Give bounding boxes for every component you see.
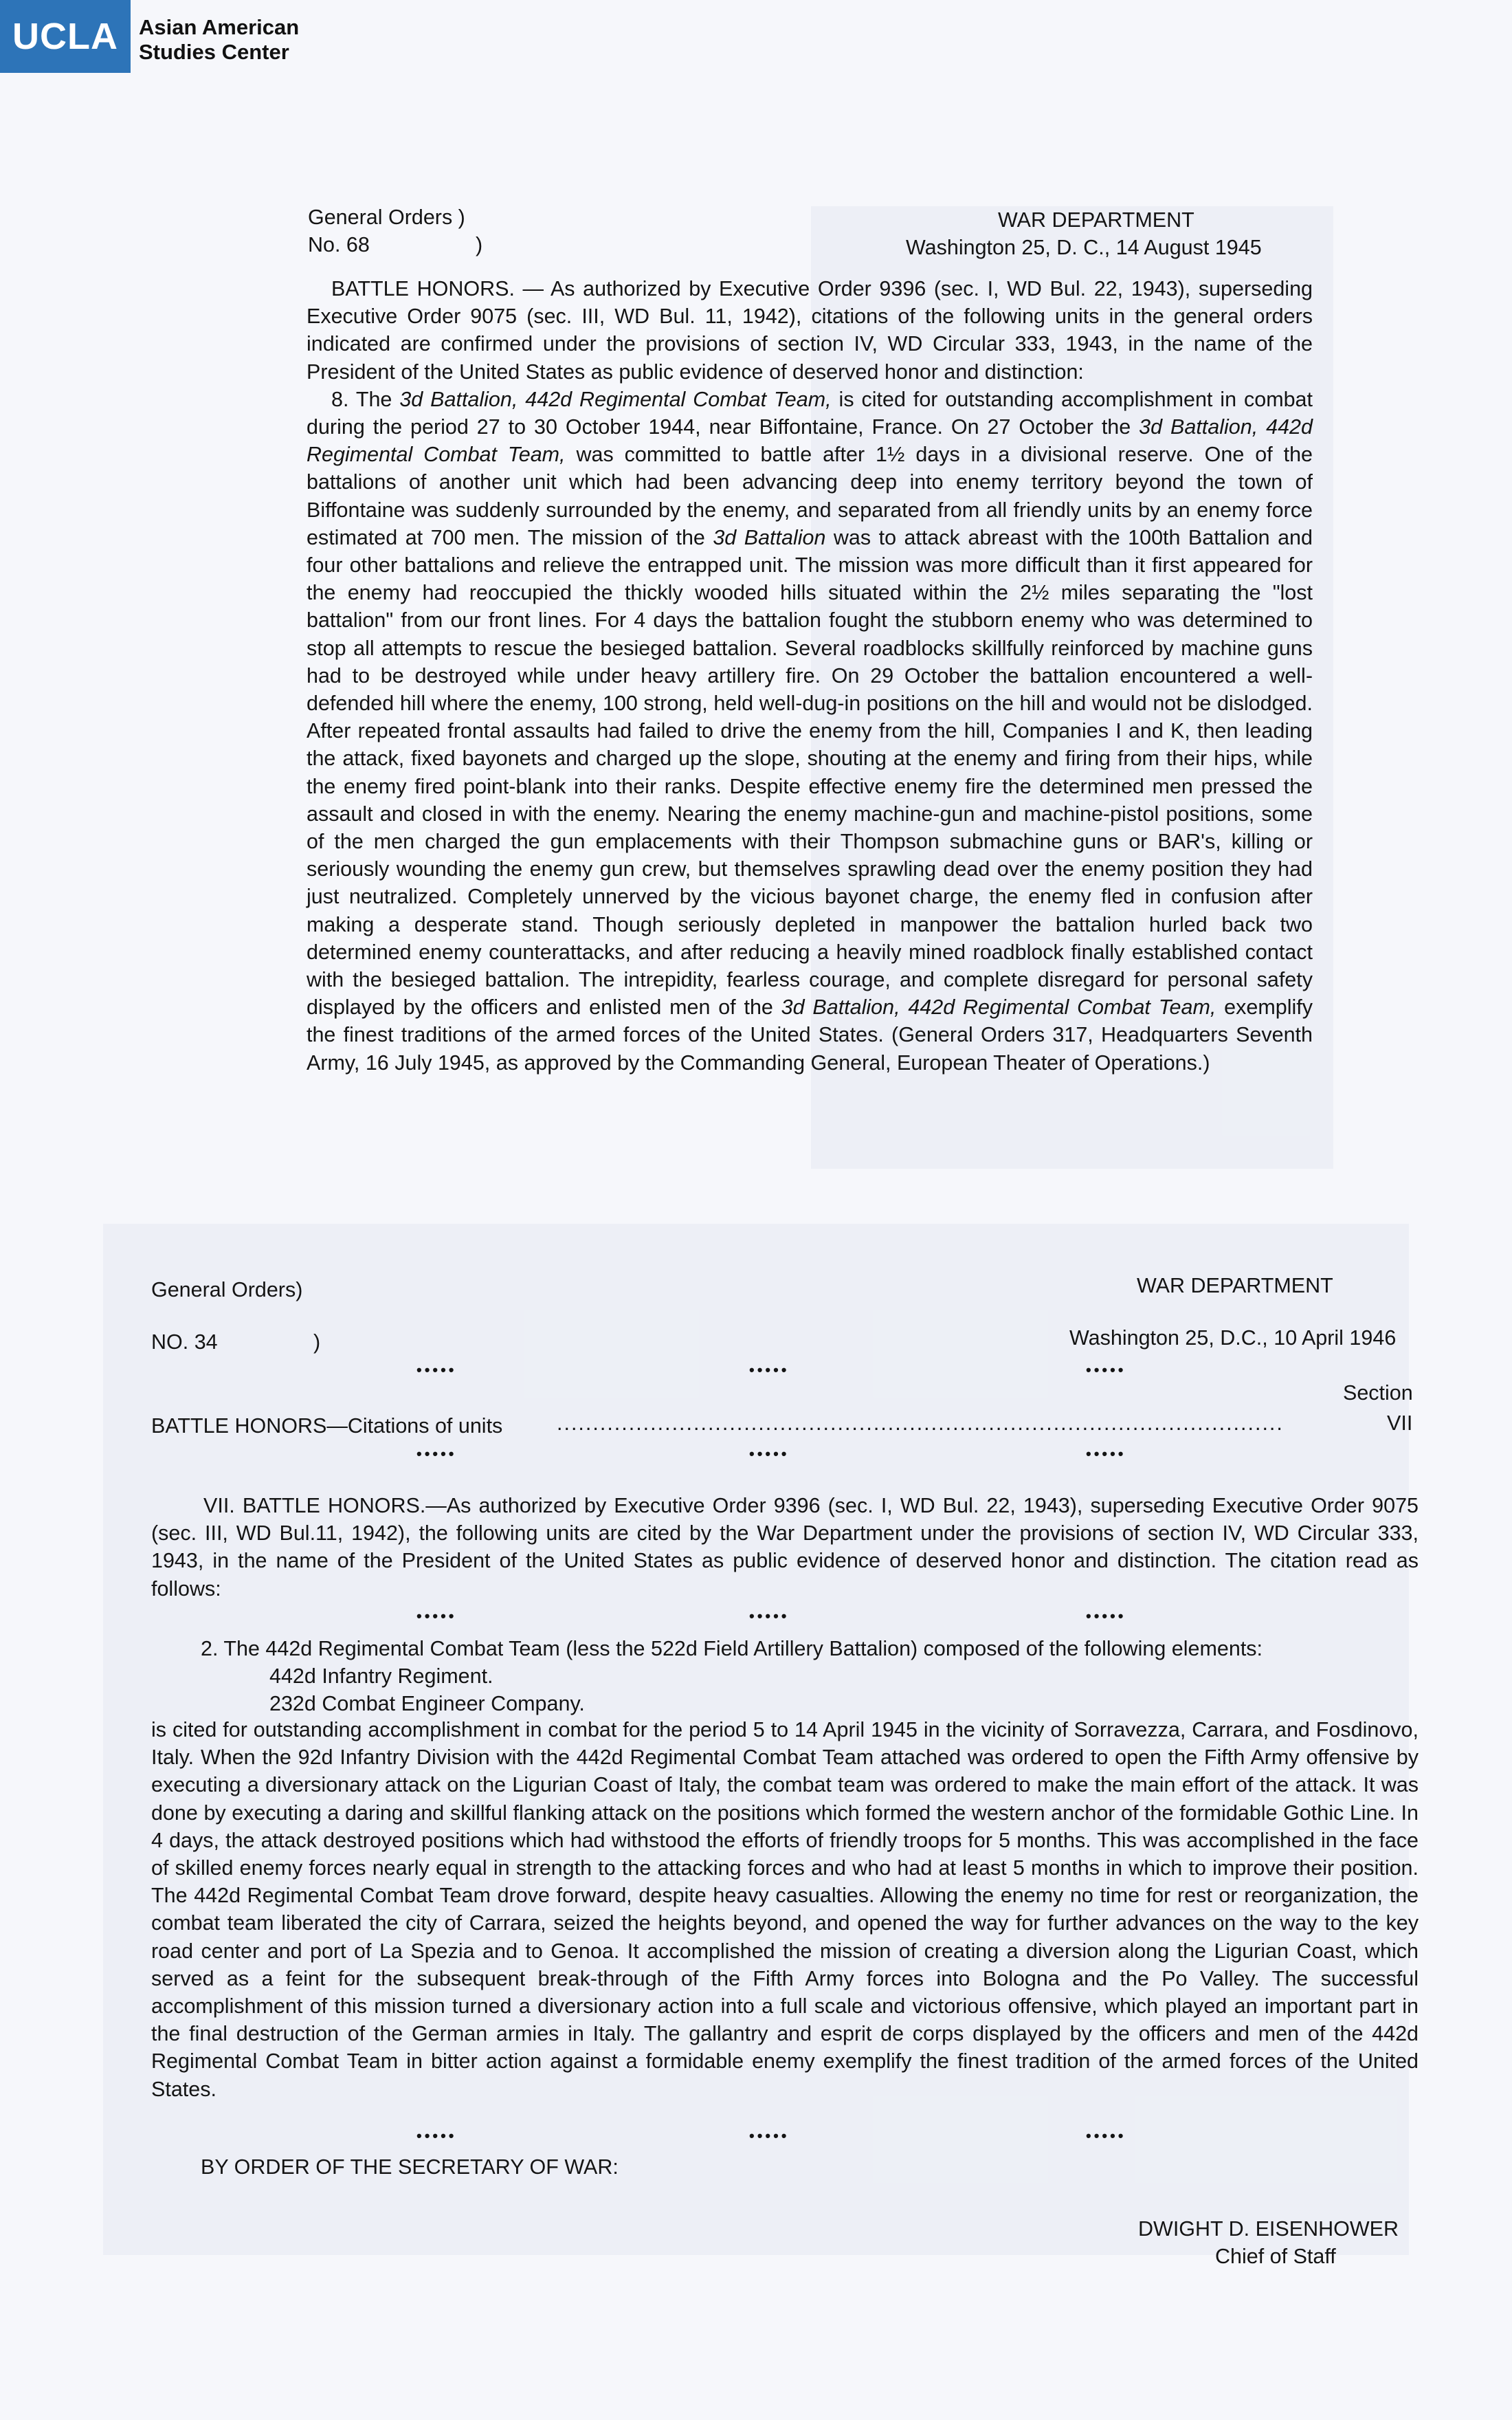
- separator-stars: •••••: [1086, 2127, 1126, 2144]
- separator-stars: •••••: [749, 1607, 790, 1625]
- order1-intro: BATTLE HONORS. — As authorized by Executive Order 9396 (sec. I, WD Bul. 22, 1943), superseding Executive Order 9075 (sec. III, WD Bul. 11, 1942), citations of the following units in the general orders indicated are confirmed under the provisions of section IV, WD Circular 333, 1943, in the name of the President of the United States as public evidence of deserved honor and distinction:: [307, 277, 1313, 384]
- separator-stars: •••••: [749, 2127, 790, 2144]
- toc-label: BATTLE HONORS—Citations of units: [151, 1414, 503, 1438]
- order1-number: No. 68: [308, 233, 370, 256]
- separator-stars: •••••: [416, 2127, 457, 2144]
- order1-citation-d: exemplify the finest traditions of the armed forces of the United States. (General Orders 317, Headquarters Seventh Army, 16 July 1945, as approved by the Commanding General, European Theater of Operations.): [307, 996, 1313, 1075]
- order1-unit-name-3: 3d Battalion, 442d Regimental Combat Team,: [781, 996, 1216, 1020]
- separator-stars: •••••: [416, 1361, 457, 1378]
- order2-war-department: WAR DEPARTMENT: [1137, 1274, 1333, 1297]
- order1-place-date: Washington 25, D. C., 14 August 1945: [906, 236, 1262, 259]
- separator-stars: •••••: [1086, 1445, 1126, 1462]
- logo-line-2: Studies Center: [139, 40, 289, 64]
- order2-intro: [151, 1492, 1419, 1603]
- logo-line-1: Asian American: [139, 15, 300, 39]
- separator-stars: •••••: [416, 1445, 457, 1462]
- order1-citation-start: 8. The: [331, 387, 400, 411]
- logo-mark: UCLA: [12, 16, 118, 57]
- order2-place-date: Washington 25, D.C., 10 April 1946: [1069, 1326, 1397, 1350]
- order1-body: [307, 275, 1313, 1077]
- ucla-logo: [0, 0, 131, 73]
- order2-number: NO. 34: [151, 1330, 218, 1354]
- order2-item-intro: 2. The 442d Regimental Combat Team (less the 522d Field Artillery Battalion) composed of the following elements:: [201, 1637, 1263, 1660]
- order1-general-orders: General Orders ): [308, 206, 465, 229]
- order1-war-department: WAR DEPARTMENT: [998, 208, 1194, 232]
- logo-caption: [139, 15, 299, 65]
- toc-leader: .....................................................................................................: [557, 1411, 1284, 1435]
- order1-paren: ): [476, 233, 483, 256]
- signer-name: DWIGHT D. EISENHOWER: [1138, 2217, 1399, 2241]
- order2-element-1: 442d Infantry Regiment.: [269, 1664, 493, 1688]
- order1-unit-name-2: 3d Battalion, 442d Regimental Combat Team,: [307, 415, 1313, 467]
- order1-citation: [307, 386, 1313, 1077]
- separator-stars: •••••: [749, 1361, 790, 1378]
- order2-element-2: 232d Combat Engineer Company.: [269, 1692, 585, 1715]
- by-order-line: BY ORDER OF THE SECRETARY OF WAR:: [201, 2155, 619, 2179]
- separator-stars: •••••: [416, 1607, 457, 1625]
- separator-stars: •••••: [1086, 1361, 1126, 1378]
- order2-general-orders: General Orders): [151, 1278, 303, 1301]
- separator-stars: •••••: [749, 1445, 790, 1462]
- order2-paren: ): [313, 1330, 321, 1354]
- order2-citation-text: is cited for outstanding accomplishment in combat for the period 5 to 14 April 1945 in the vicinity of Sorravezza, Carrara, and Fosdinovo, Italy. When the 92d Infantry Division with the 442d Regimental Combat Team attached was ordered to open the Fifth Army offensive by executing a diversionary attack on the Ligurian Coast of Italy, the combat team was ordered to make the main effort of the attack. It was done by executing a daring and skillful flanking attack on the positions which formed the western anchor of the formidable Gothic Line. In 4 days, the attack destroyed positions which had withstood the efforts of friendly troops for 5 months. This was accomplished in the face of skilled enemy forces nearly equal in strength to the attacking forces and who had at least 5 months in which to improve their position. The 442d Regimental Combat Team drove forward, despite heavy casualties. Allowing the enemy no time for rest or reorganization, the combat team liberated the city of Carrara, seized the heights beyond, and opened the way for further advances on the way to the key road center and port of La Spezia and to Genoa. It accomplished the mission of creating a diversion along the Ligurian Coast, which served as a feint for the subsequent break-through of the Fifth Army forces into Bologna and the Po Valley. The successful accomplishment of this mission turned a diversionary action into a full scale and victorious offensive, which played an important part in the final destruction of the German armies in Italy. The gallantry and esprit de corps displayed by the officers and men of the 442d Regimental Combat Team in bitter action against a formidable enemy exemplify the finest tradition of the armed forces of the United States.: [151, 1718, 1419, 2101]
- order2-citation: [151, 1716, 1419, 2103]
- section-label: Section: [1343, 1381, 1413, 1405]
- order1-citation-c: was to attack abreast with the 100th Battalion and four other battalions and relieve the entrapped unit. The mission was more difficult than it first appeared for the enemy had reoccupied the thickly wooded hills situated within the 2½ miles separating the "lost battalion" from our front lines. For 4 days the battalion fought the stubborn enemy who was determined to stop all attempts to rescue the besieged battalion. Several roadblocks skillfully reinforced by machine guns had to be destroyed while under heavy artillery fire. On 29 October the battalion encountered a well-defended hill where the enemy, 100 strong, held well-dug-in positions on the hill and would not be dislodged. After repeated frontal assaults had failed to drive the enemy from the hill, Companies I and K, then leading the attack, fixed bayonets and charged up the slope, shouting at the enemy and firing from their hips, while the enemy fired point-blank into their ranks. Despite effective enemy fire the determined men pressed the assault and closed in with the enemy. Nearing the enemy machine-gun and machine-pistol positions, some of the men charged the gun emplacements with their Thompson submachine guns or BAR's, killing or seriously wounding the enemy gun crew, but themselves sprawling dead over the enemy position they had just neutralized. Completely unnerved by the vicious bayonet charge, the enemy fled in confusion after making a desperate stand. Though seriously depleted in manpower the battalion hurled back two determined enemy counterattacks, and after reducing a heavily mined roadblock finally established contact with the besieged battalion. The intrepidity, fearless courage, and complete disregard for personal safety displayed by the officers and enlisted men of the: [307, 525, 1313, 1020]
- order1-unit-name: 3d Battalion, 442d Regimental Combat Team,: [399, 387, 832, 411]
- toc-section-number: VII: [1387, 1411, 1413, 1435]
- order2-intro-text: VII. BATTLE HONORS.—As authorized by Executive Order 9396 (sec. I, WD Bul. 22, 1943), superseding Executive Order 9075 (sec. III, WD Bul.11, 1942), the following units are cited by the War Department under the provisions of section IV, WD Circular 333, 1943, in the name of the President of the United States as public evidence of deserved honor and distinction. The citation read as follows:: [151, 1494, 1419, 1600]
- order1-citation-a: is cited for outstanding accomplishment in combat during the period 27 to 30 October 1944, near Biffontaine, France. On 27 October the: [307, 387, 1313, 439]
- order1-unit-short: 3d Battalion: [713, 525, 826, 549]
- signer-title: Chief of Staff: [1215, 2245, 1336, 2268]
- separator-stars: •••••: [1086, 1607, 1126, 1625]
- order1-citation-b: was committed to battle after 1½ days in a divisional reserve. One of the battalions of another unit which had been advancing deep into enemy territory beyond the town of Biffontaine was suddenly surrounded by the enemy, and separated from all friendly units by an enemy force estimated at 700 men. The mission of the: [307, 443, 1313, 549]
